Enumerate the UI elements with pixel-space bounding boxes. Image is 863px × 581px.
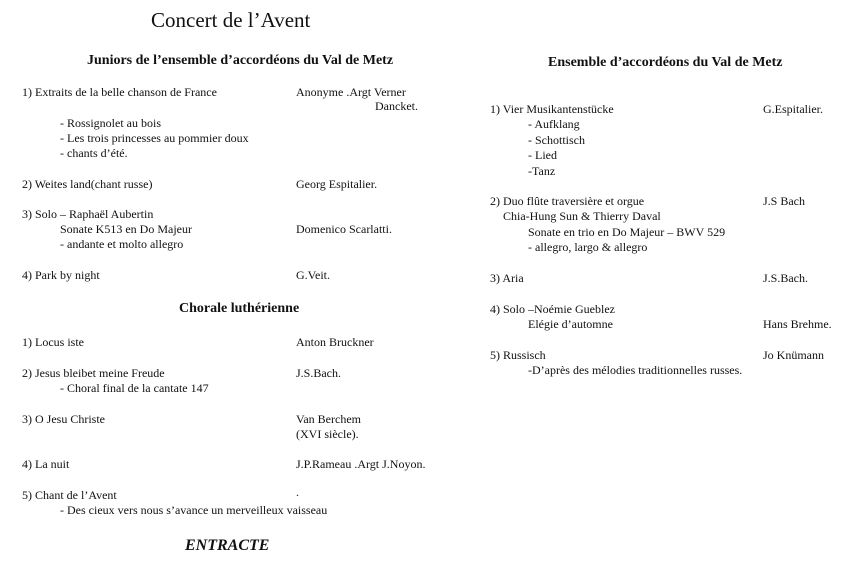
program-item-sub: Sonate en trio en Do Majeur – BWV 529 <box>528 225 726 239</box>
section-heading-ensemble: Ensemble d’accordéons du Val de Metz <box>548 55 783 70</box>
program-item-composer: J.S Bach <box>763 194 805 208</box>
program-item-label: 1) Vier Musikantenstücke <box>490 102 614 116</box>
program-item-sub: - Rossignolet au bois <box>60 116 161 130</box>
program-item-composer: Van Berchem <box>296 412 361 426</box>
program-item-performers: Chia-Hung Sun & Thierry Daval <box>503 209 661 223</box>
program-item-composer: J.S.Bach. <box>296 366 341 380</box>
program-item-sub: - Les trois princesses au pommier doux <box>60 131 249 145</box>
program-item-sub: - Des cieux vers nous s’avance un merveilleux vaisseau <box>60 503 328 517</box>
section-heading-chorale: Chorale luthérienne <box>179 301 300 316</box>
program-item-sub: - Lied <box>528 148 557 162</box>
program-item-composer: Domenico Scarlatti. <box>296 222 392 236</box>
program-item-label: 5) Russisch <box>490 348 546 362</box>
program-item-label: 5) Chant de l’Avent <box>22 488 117 502</box>
program-item-label: 2) Jesus bleibet meine Freude <box>22 366 165 380</box>
program-item-composer: . <box>296 485 299 499</box>
program-item-composer: Anton Bruckner <box>296 335 374 349</box>
program-item-sub: -D’après des mélodies traditionnelles russes. <box>528 363 743 377</box>
program-item-label: 3) Aria <box>490 271 524 285</box>
program-item-sub: Elégie d’automne <box>528 317 613 331</box>
program-item-composer: J.P.Rameau .Argt J.Noyon. <box>296 457 426 471</box>
program-item-label: 4) Park by night <box>22 268 100 282</box>
program-item-composer: Hans Brehme. <box>763 317 832 331</box>
program-item-composer: (XVI siècle). <box>296 427 359 441</box>
program-item-label: 3) Solo – Raphaël Aubertin <box>22 207 154 221</box>
entracte-label: ENTRACTE <box>185 537 270 554</box>
program-item-sub: - andante et molto allegro <box>60 237 184 251</box>
program-item-sub: Sonate K513 en Do Majeur <box>60 222 192 236</box>
program-item-label: 2) Weites land(chant russe) <box>22 177 153 191</box>
program-item-composer: G.Espitalier. <box>763 102 823 116</box>
program-item-sub: -Tanz <box>528 164 556 178</box>
program-item-composer: J.S.Bach. <box>763 271 808 285</box>
program-item-composer: Anonyme .Argt Verner <box>296 85 406 99</box>
program-item-label: 4) La nuit <box>22 457 70 471</box>
program-item-label: 3) O Jesu Christe <box>22 412 105 426</box>
program-item-composer: G.Veit. <box>296 268 330 282</box>
program-item-sub: - Aufklang <box>528 117 580 131</box>
program-item-sub: - Schottisch <box>528 133 585 147</box>
program-item-composer: Jo Knümann <box>763 348 824 362</box>
program-item-label: 1) Extraits de la belle chanson de France <box>22 85 217 99</box>
program-item-sub: - Choral final de la cantate 147 <box>60 381 209 395</box>
program-item-label: 4) Solo –Noémie Gueblez <box>490 302 615 316</box>
page-title: Concert de l’Avent <box>151 8 311 32</box>
section-heading-juniors: Juniors de l’ensemble d’accordéons du Val de Metz <box>87 53 394 68</box>
program-item-composer: Georg Espitalier. <box>296 177 378 191</box>
program-item-label: 2) Duo flûte traversière et orgue <box>490 194 645 208</box>
program-item-label: 1) Locus iste <box>22 335 84 349</box>
program-item-sub: - chants d’été. <box>60 146 128 160</box>
program-item-sub: - allegro, largo & allegro <box>528 240 648 254</box>
program-item-composer: Dancket. <box>375 99 418 113</box>
